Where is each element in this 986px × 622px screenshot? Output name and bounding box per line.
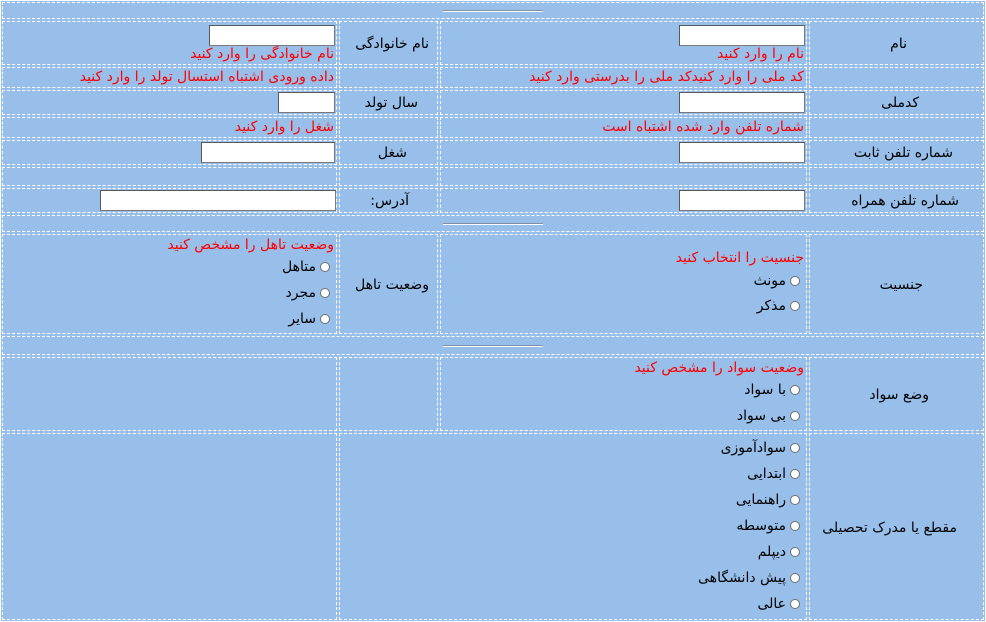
empty-cell: [809, 117, 984, 138]
gender-label: جنسیت: [879, 277, 923, 293]
family-input-cell: [2, 21, 337, 65]
empty-cell: [2, 167, 337, 186]
education-label: مقطع یا مدرک تحصیلی: [822, 520, 957, 536]
empty-cell: [339, 67, 438, 88]
name-error: نام را وارد کنید: [717, 46, 804, 62]
radio-button[interactable]: [790, 443, 800, 453]
radio-button[interactable]: [320, 262, 330, 272]
empty-cell: [339, 167, 438, 186]
empty-cell: [2, 357, 337, 431]
radio-button[interactable]: [790, 599, 800, 609]
empty-cell: [809, 67, 984, 88]
radio-button[interactable]: [790, 547, 800, 557]
radio-button[interactable]: [790, 469, 800, 479]
name-label-cell: [809, 21, 984, 65]
name-label: نام: [890, 36, 907, 52]
family-label: نام خانوادگی: [355, 36, 429, 52]
mobile-label: شماره تلفن همراه: [851, 193, 959, 209]
education-option-label: ابتدایی: [747, 466, 786, 482]
birth-year-error-cell: [2, 67, 337, 88]
phone-label-cell: [809, 140, 984, 165]
marital-label: وضعیت تاهل: [355, 277, 429, 293]
education-label-cell: [809, 433, 984, 620]
gender-label-cell: [809, 234, 984, 334]
empty-cell: [440, 167, 807, 186]
phone-input[interactable]: [679, 142, 805, 163]
radio-button[interactable]: [790, 495, 800, 505]
empty-cell: [339, 117, 438, 138]
marital-option-other[interactable]: [288, 311, 330, 327]
separator-line: [443, 345, 543, 347]
birth-year-input[interactable]: [278, 92, 335, 113]
empty-cell: [2, 433, 337, 620]
job-input[interactable]: [201, 142, 335, 163]
empty-cell: [339, 357, 438, 431]
education-option-label: متوسطه: [736, 518, 786, 534]
phone-error-cell: [440, 117, 807, 138]
literacy-option-label: با سواد: [744, 382, 786, 398]
gender-option-label: مذکر: [756, 298, 786, 314]
separator-line: [443, 223, 543, 225]
radio-button[interactable]: [320, 288, 330, 298]
job-input-cell: [2, 140, 337, 165]
separator-row: [2, 2, 984, 19]
phone-error: شماره تلفن وارد شده اشتباه است: [602, 119, 804, 135]
radio-button[interactable]: [790, 411, 800, 421]
family-label-cell: [339, 21, 438, 65]
education-option-label: دیپلم: [757, 544, 786, 560]
birth-year-label: سال تولد: [364, 95, 418, 111]
literacy-option-label: بی سواد: [736, 408, 786, 424]
education-option-literacy-course[interactable]: [721, 440, 800, 456]
empty-cell: [809, 167, 984, 186]
education-option-primary[interactable]: [747, 466, 800, 482]
phone-input-cell: [440, 140, 807, 165]
marital-option-label: مجرد: [285, 285, 316, 301]
mobile-input-cell: [440, 188, 807, 213]
education-option-diploma[interactable]: [758, 544, 800, 560]
name-input[interactable]: [679, 25, 805, 46]
marital-error: وضعیت تاهل را مشخص کنید: [167, 237, 334, 253]
national-code-input[interactable]: [679, 92, 805, 113]
education-option-pre-university[interactable]: [698, 570, 800, 586]
marital-option-single[interactable]: [286, 285, 331, 301]
education-option-label: عالی: [757, 596, 786, 612]
job-label: شغل: [377, 145, 407, 161]
education-option-label: پیش دانشگاهی: [698, 570, 786, 586]
gender-option-label: مونث: [753, 273, 786, 289]
name-input-cell: [440, 21, 807, 65]
separator-row: [2, 215, 984, 232]
address-label: آدرس:: [370, 193, 409, 209]
radio-button[interactable]: [790, 276, 800, 286]
literacy-options-cell: [440, 357, 807, 431]
family-input[interactable]: [209, 25, 335, 46]
national-code-input-cell: [440, 90, 807, 115]
gender-options-cell: [440, 234, 807, 334]
gender-option-female[interactable]: [754, 273, 800, 289]
radio-button[interactable]: [790, 521, 800, 531]
national-code-error: کد ملی را وارد کنیدکد ملی را بدرستی وارد کنید: [529, 69, 804, 85]
education-option-label: راهنمایی: [735, 492, 786, 508]
birth-year-label-cell: [339, 90, 438, 115]
gender-error: جنسیت را انتخاب کنید: [675, 250, 804, 266]
radio-button[interactable]: [320, 314, 330, 324]
national-code-label: کدملی: [881, 95, 919, 111]
literacy-option-illiterate[interactable]: [737, 408, 800, 424]
marital-option-label: متاهل: [282, 259, 316, 275]
radio-button[interactable]: [790, 385, 800, 395]
radio-button[interactable]: [790, 573, 800, 583]
marital-options-cell: [2, 234, 337, 334]
education-option-higher[interactable]: [757, 596, 800, 612]
education-option-label: سوادآموزی: [720, 440, 786, 456]
birth-year-error: داده ورودی اشتباه استسال تولد را وارد کنید: [79, 69, 334, 85]
education-option-guidance[interactable]: [736, 492, 800, 508]
mobile-label-cell: [809, 188, 984, 213]
national-code-label-cell: [809, 90, 984, 115]
birth-year-input-cell: [2, 90, 337, 115]
address-label-cell: [339, 188, 438, 213]
job-error-cell: [2, 117, 337, 138]
address-input[interactable]: [100, 190, 336, 211]
separator-line: [443, 10, 543, 12]
address-input-cell: [2, 188, 337, 213]
gender-option-male[interactable]: [757, 298, 800, 314]
separator-row: [2, 336, 984, 355]
marital-option-label: سایر: [288, 311, 316, 327]
literacy-option-literate[interactable]: [744, 382, 800, 398]
literacy-error: وضعیت سواد را مشخص کنید: [634, 360, 804, 376]
literacy-label-cell: [809, 357, 984, 431]
family-error: نام خانوادگی را وارد کنید: [190, 46, 334, 62]
job-label-cell: [339, 140, 438, 165]
phone-label: شماره تلفن ثابت: [853, 145, 953, 161]
job-error: شغل را وارد کنید: [234, 119, 334, 135]
radio-button[interactable]: [790, 301, 800, 311]
marital-option-married[interactable]: [282, 259, 330, 275]
literacy-label: وضع سواد: [869, 387, 929, 403]
marital-label-cell: [339, 234, 438, 334]
national-code-error-cell: [440, 67, 807, 88]
education-options-cell: [339, 433, 807, 620]
mobile-input[interactable]: [679, 190, 805, 211]
education-option-secondary[interactable]: [736, 518, 800, 534]
